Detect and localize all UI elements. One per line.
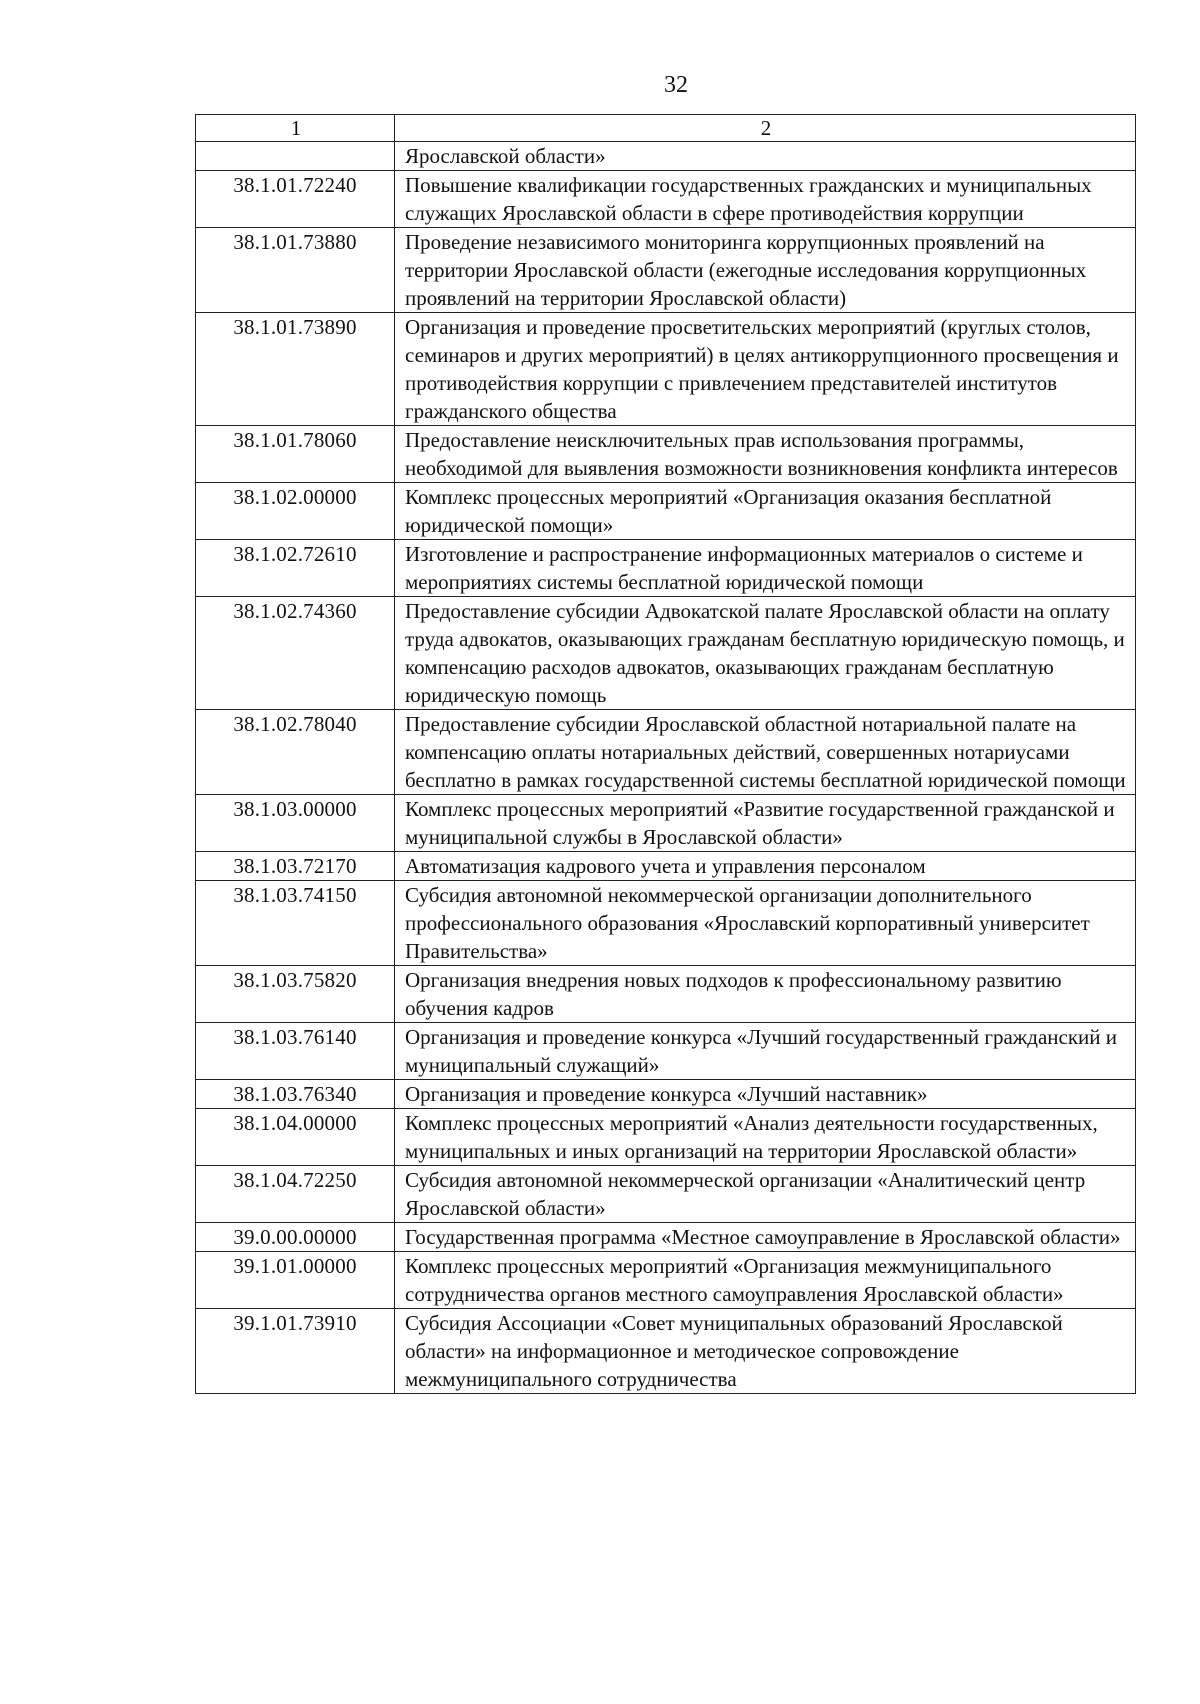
table-row xyxy=(196,852,1136,881)
row-code: 38.1.01.78060 xyxy=(196,426,395,483)
row-description: Субсидия автономной некоммерческой организации «Аналитический центр Ярославской области» xyxy=(395,1166,1136,1223)
row-code: 38.1.03.76340 xyxy=(196,1080,395,1109)
table-row xyxy=(196,881,1136,966)
table-row xyxy=(196,313,1136,426)
row-description: Субсидия автономной некоммерческой организации дополнительного профессионального образования «Ярославский корпоративный университет Правительства» xyxy=(395,881,1136,966)
table-row xyxy=(196,483,1136,540)
column-header-1: 1 xyxy=(196,115,395,142)
row-description: Организация внедрения новых подходов к профессиональному развитию обучения кадров xyxy=(395,966,1136,1023)
row-code: 38.1.02.74360 xyxy=(196,597,395,710)
row-code: 39.1.01.73910 xyxy=(196,1309,395,1394)
budget-codes-table xyxy=(195,114,1136,1394)
row-code: 38.1.04.00000 xyxy=(196,1109,395,1166)
row-code: 38.1.04.72250 xyxy=(196,1166,395,1223)
row-description: Автоматизация кадрового учета и управления персоналом xyxy=(395,852,1136,881)
row-description: Государственная программа «Местное самоуправление в Ярославской области» xyxy=(395,1223,1136,1252)
row-description: Комплекс процессных мероприятий «Организация межмуниципального сотрудничества органов местного самоуправления Ярославской области» xyxy=(395,1252,1136,1309)
column-header-2: 2 xyxy=(395,115,1136,142)
row-code: 38.1.03.74150 xyxy=(196,881,395,966)
row-code: 38.1.02.00000 xyxy=(196,483,395,540)
row-description: Изготовление и распространение информационных материалов о системе и мероприятиях системы бесплатной юридической помощи xyxy=(395,540,1136,597)
table-row xyxy=(196,1309,1136,1394)
row-description: Предоставление неисключительных прав использования программы, необходимой для выявления возможности возникновения конфликта интересов xyxy=(395,426,1136,483)
table-row xyxy=(196,1109,1136,1166)
table-row xyxy=(196,142,1136,171)
row-code: 38.1.01.73890 xyxy=(196,313,395,426)
row-code: 38.1.02.72610 xyxy=(196,540,395,597)
row-description: Организация и проведение просветительских мероприятий (круглых столов, семинаров и других мероприятий) в целях антикоррупционного просвещения и противодействия коррупции с привлечением представителей институтов гражданского общества xyxy=(395,313,1136,426)
table-row xyxy=(196,597,1136,710)
table-row xyxy=(196,426,1136,483)
table-row xyxy=(196,1166,1136,1223)
row-description: Проведение независимого мониторинга коррупционных проявлений на территории Ярославской области (ежегодные исследования коррупционных проявлений на территории Ярославской области) xyxy=(395,228,1136,313)
row-code: 38.1.03.72170 xyxy=(196,852,395,881)
row-code: 39.0.00.00000 xyxy=(196,1223,395,1252)
row-description: Комплекс процессных мероприятий «Анализ деятельности государственных, муниципальных и иных организаций на территории Ярославской области» xyxy=(395,1109,1136,1166)
table-body xyxy=(196,142,1136,1394)
table-row xyxy=(196,540,1136,597)
row-code: 38.1.03.75820 xyxy=(196,966,395,1023)
row-description: Комплекс процессных мероприятий «Организация оказания бесплатной юридической помощи» xyxy=(395,483,1136,540)
table-row xyxy=(196,1252,1136,1309)
row-description: Организация и проведение конкурса «Лучший наставник» xyxy=(395,1080,1136,1109)
row-code: 38.1.01.72240 xyxy=(196,171,395,228)
row-description: Повышение квалификации государственных гражданских и муниципальных служащих Ярославской области в сфере противодействия коррупции xyxy=(395,171,1136,228)
row-code xyxy=(196,142,395,171)
table-header-row xyxy=(196,115,1136,142)
table-row xyxy=(196,966,1136,1023)
row-description: Организация и проведение конкурса «Лучший государственный гражданский и муниципальный служащий» xyxy=(395,1023,1136,1080)
row-description: Комплекс процессных мероприятий «Развитие государственной гражданской и муниципальной службы в Ярославской области» xyxy=(395,795,1136,852)
row-description: Ярославской области» xyxy=(395,142,1136,171)
row-code: 38.1.03.76140 xyxy=(196,1023,395,1080)
row-description: Субсидия Ассоциации «Совет муниципальных образований Ярославской области» на информационное и методическое сопровождение межмуниципального сотрудничества xyxy=(395,1309,1136,1394)
row-code: 39.1.01.00000 xyxy=(196,1252,395,1309)
table-row xyxy=(196,795,1136,852)
table-row xyxy=(196,228,1136,313)
row-code: 38.1.02.78040 xyxy=(196,710,395,795)
table-row xyxy=(196,710,1136,795)
row-description: Предоставление субсидии Адвокатской палате Ярославской области на оплату труда адвокатов, оказывающих гражданам бесплатную юридическую помощь, и компенсацию расходов адвокатов, оказывающих гражданам бесплатную юридическую помощь xyxy=(395,597,1136,710)
row-code: 38.1.03.00000 xyxy=(196,795,395,852)
page-number: 32 xyxy=(664,72,688,98)
row-code: 38.1.01.73880 xyxy=(196,228,395,313)
table-row xyxy=(196,1223,1136,1252)
table-row xyxy=(196,1023,1136,1080)
table-row xyxy=(196,171,1136,228)
row-description: Предоставление субсидии Ярославской областной нотариальной палате на компенсацию оплаты нотариальных действий, совершенных нотариусами бесплатно в рамках государственной системы бесплатной юридической помощи xyxy=(395,710,1136,795)
table-row xyxy=(196,1080,1136,1109)
